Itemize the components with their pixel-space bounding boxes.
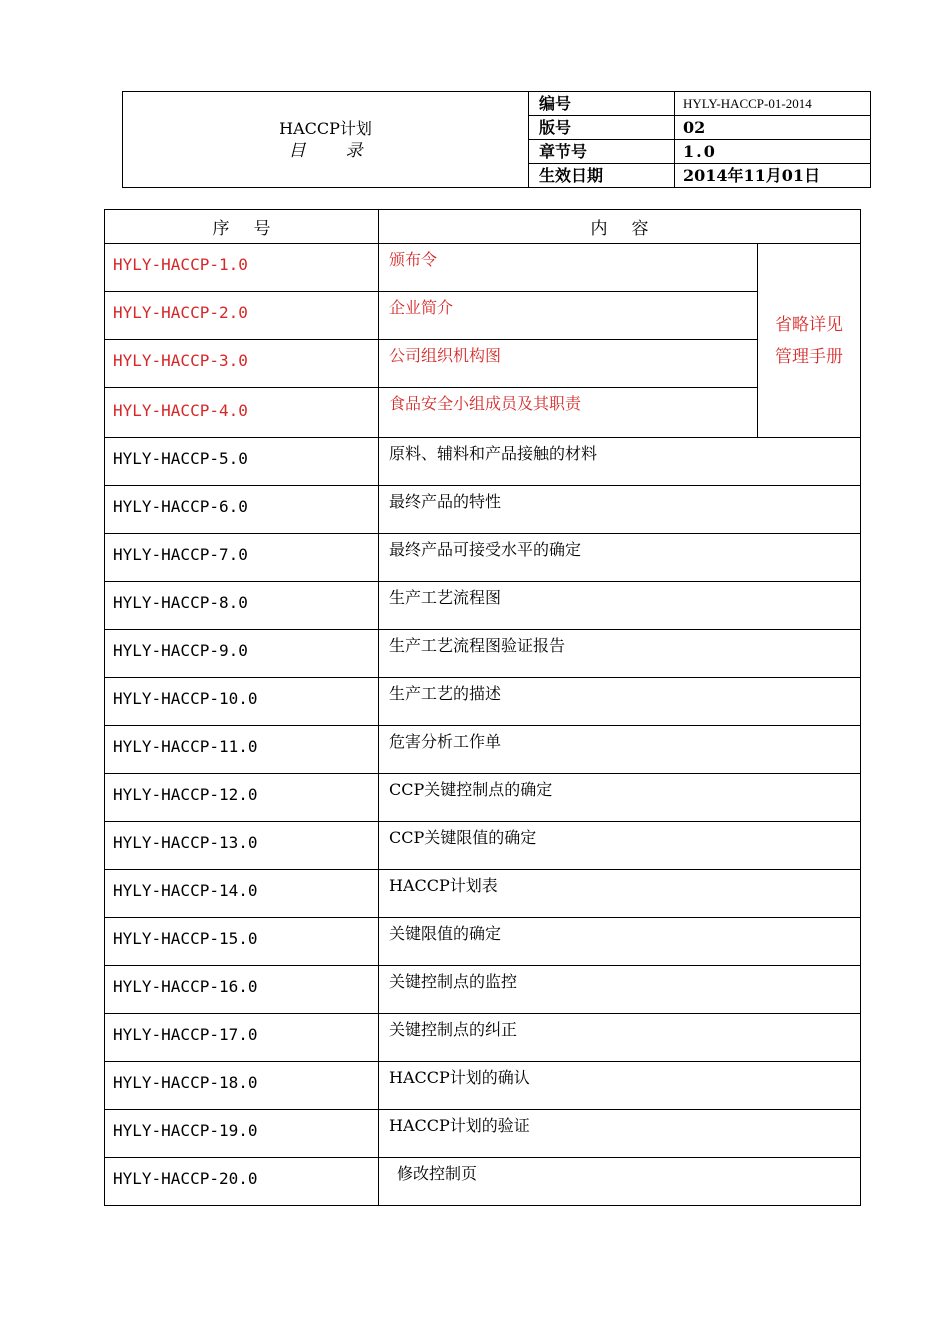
section-code: HYLY-HACCP-20.0	[105, 1158, 379, 1206]
column-header-content: 内 容	[379, 210, 861, 244]
section-code: HYLY-HACCP-11.0	[105, 726, 379, 774]
section-code: HYLY-HACCP-8.0	[105, 582, 379, 630]
section-code: HYLY-HACCP-18.0	[105, 1062, 379, 1110]
field-value-doc-number: HYLY-HACCP-01-2014	[675, 92, 871, 116]
document-subtitle	[123, 140, 528, 162]
header-title-cell	[123, 92, 529, 188]
section-code: HYLY-HACCP-19.0	[105, 1110, 379, 1158]
note-line: 省略详见	[775, 314, 843, 335]
section-title: 生产工艺流程图验证报告	[379, 630, 861, 678]
table-row	[105, 678, 861, 726]
section-code: HYLY-HACCP-2.0	[105, 292, 379, 340]
table-row	[105, 630, 861, 678]
section-title: 危害分析工作单	[379, 726, 861, 774]
section-title: 公司组织机构图	[379, 340, 758, 388]
section-title: 关键控制点的监控	[379, 966, 861, 1014]
field-value-version: 02	[675, 116, 871, 140]
section-code: HYLY-HACCP-1.0	[105, 244, 379, 292]
section-title: 原料、辅料和产品接触的材料	[379, 438, 861, 486]
field-label-version: 版号	[529, 116, 675, 140]
section-title: 颁布令	[379, 244, 758, 292]
section-title: 最终产品的特性	[379, 486, 861, 534]
section-code: HYLY-HACCP-10.0	[105, 678, 379, 726]
table-row	[105, 438, 861, 486]
section-title: CCP关键控制点的确定	[379, 774, 861, 822]
column-header-number: 序 号	[105, 210, 379, 244]
section-code: HYLY-HACCP-13.0	[105, 822, 379, 870]
subtitle-char: 录	[345, 140, 363, 161]
section-code: HYLY-HACCP-4.0	[105, 388, 379, 438]
document-title: HACCP计划	[279, 118, 372, 138]
section-title: 修改控制页	[379, 1158, 861, 1206]
field-label-effective-date: 生效日期	[529, 164, 675, 188]
field-label-section: 章节号	[529, 140, 675, 164]
field-label-doc-number: 编号	[529, 92, 675, 116]
omitted-note	[758, 244, 861, 438]
field-value-effective-date: 2014年11月01日	[675, 164, 871, 188]
section-code: HYLY-HACCP-17.0	[105, 1014, 379, 1062]
table-row	[105, 340, 861, 388]
section-title: HACCP计划的确认	[379, 1062, 861, 1110]
section-title: HACCP计划表	[379, 870, 861, 918]
section-code: HYLY-HACCP-7.0	[105, 534, 379, 582]
table-row	[105, 582, 861, 630]
section-code: HYLY-HACCP-3.0	[105, 340, 379, 388]
table-row	[105, 1158, 861, 1206]
table-row	[105, 486, 861, 534]
section-title: CCP关键限值的确定	[379, 822, 861, 870]
header-row	[123, 92, 871, 116]
table-row	[105, 870, 861, 918]
contents-table	[104, 209, 861, 1206]
section-title: 企业简介	[379, 292, 758, 340]
table-row	[105, 1062, 861, 1110]
section-title: HACCP计划的验证	[379, 1110, 861, 1158]
table-row	[105, 292, 861, 340]
section-title: 食品安全小组成员及其职责	[379, 388, 758, 438]
table-row	[105, 918, 861, 966]
section-title: 生产工艺的描述	[379, 678, 861, 726]
table-row	[105, 966, 861, 1014]
section-code: HYLY-HACCP-6.0	[105, 486, 379, 534]
section-code: HYLY-HACCP-14.0	[105, 870, 379, 918]
section-code: HYLY-HACCP-9.0	[105, 630, 379, 678]
document-header	[122, 91, 871, 188]
section-code: HYLY-HACCP-16.0	[105, 966, 379, 1014]
section-code: HYLY-HACCP-12.0	[105, 774, 379, 822]
contents-header-row	[105, 210, 861, 244]
subtitle-char: 目	[288, 140, 306, 161]
section-title: 生产工艺流程图	[379, 582, 861, 630]
table-row	[105, 726, 861, 774]
note-line: 管理手册	[775, 346, 843, 367]
table-row	[105, 388, 861, 438]
table-row	[105, 822, 861, 870]
table-row	[105, 244, 861, 292]
table-row	[105, 1014, 861, 1062]
section-code: HYLY-HACCP-15.0	[105, 918, 379, 966]
table-row	[105, 1110, 861, 1158]
table-row	[105, 534, 861, 582]
field-value-section: 1.0	[675, 140, 871, 164]
section-title: 最终产品可接受水平的确定	[379, 534, 861, 582]
section-code: HYLY-HACCP-5.0	[105, 438, 379, 486]
section-title: 关键控制点的纠正	[379, 1014, 861, 1062]
table-row	[105, 774, 861, 822]
section-title: 关键限值的确定	[379, 918, 861, 966]
